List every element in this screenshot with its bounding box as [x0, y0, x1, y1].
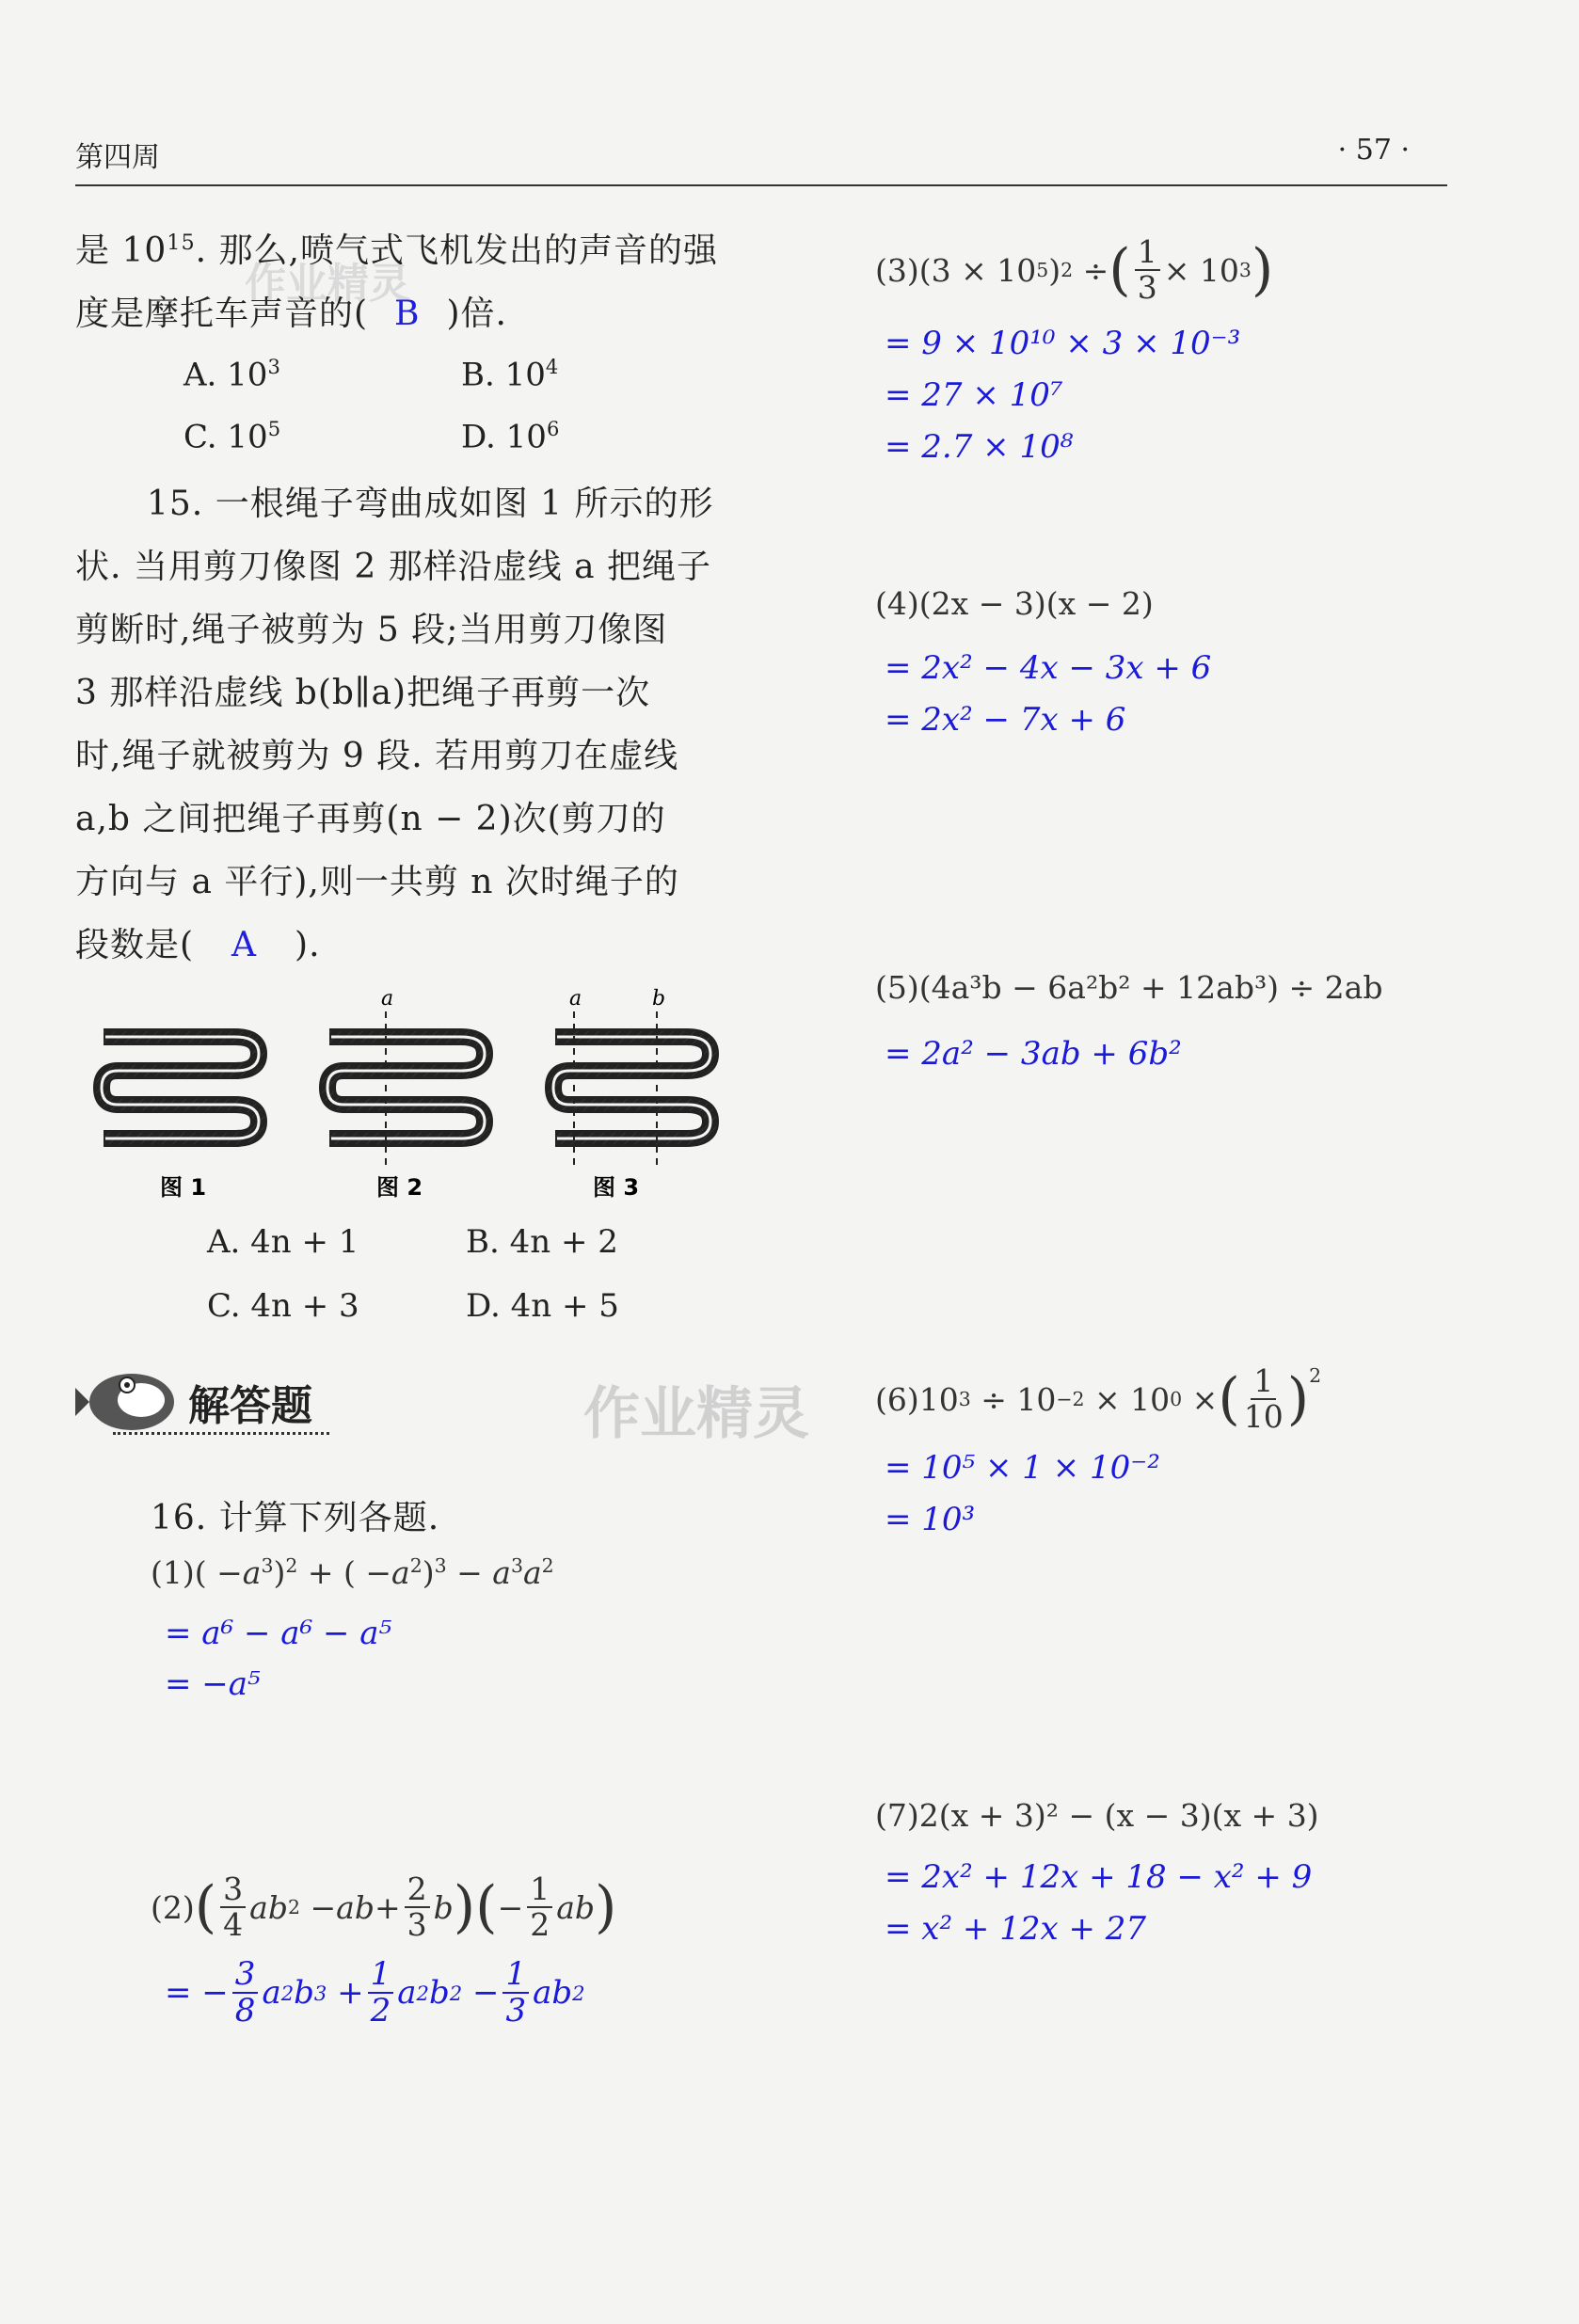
q15-line3: 剪断时,绳子被剪为 5 段;当用剪刀像图 [75, 611, 668, 649]
q15-line7: 方向与 a 平行),则一共剪 n 次时绳子的 [75, 863, 679, 901]
q16-p4-problem: (4)(2x − 3)(x − 2) [875, 585, 1154, 622]
figure-3 [553, 1011, 710, 1165]
q16-p3-work1: = 9 × 10¹⁰ × 3 × 10⁻³ [885, 325, 1241, 362]
q16-p1-work1: = a⁶ − a⁶ − a⁵ [165, 1615, 392, 1652]
q15-line8: 段数是( A ). [75, 926, 321, 964]
q14-line1: 是 $10^{15}$. 那么,喷气式飞机发出的声音的强 [75, 231, 719, 270]
section-underline [113, 1432, 329, 1435]
q16-p3-work2: = 27 × 10⁷ [885, 376, 1063, 414]
fig3-caption: 图 3 [593, 1174, 640, 1201]
q16-p3-problem: (3) (3 × 10 5 ) 2 ÷ ( $\frac{1}{3}$ × 10 3 ) [875, 233, 1274, 307]
figure-1 [102, 1037, 259, 1138]
q16-p6-work1: = 10⁵ × 1 × 10⁻² [885, 1449, 1160, 1487]
q14-option-c: C. $10^5$ [183, 417, 281, 456]
q16-p1-work2: = −a⁵ [165, 1665, 261, 1703]
q16-p2-work: = − $\frac{3}{8}$ a 2 b 3 + $\frac{1}{2}$ a 2 b 2 − $\frac{1}{3}$ ab 2 [165, 1955, 585, 2030]
q16-intro: 16. 计算下列各题. [151, 1499, 440, 1537]
q16-p4-work2: = 2x² − 7x + 6 [885, 701, 1126, 739]
q14-option-a: A. $10^3$ [183, 355, 280, 394]
q14-line2: 度是摩托车声音的( B )倍. [75, 294, 508, 333]
q16-p7-problem: (7)2(x + 3)² − (x − 3)(x + 3) [875, 1797, 1319, 1834]
q16-p5-problem: (5)(4a³b − 6a²b² + 12ab³) ÷ 2ab [875, 969, 1383, 1006]
q15-line5: 时,绳子就被剪为 9 段. 若用剪刀在虚线 [75, 737, 679, 775]
q15-option-d: D. 4n + 5 [466, 1287, 619, 1325]
section-title: 解答题 [188, 1382, 312, 1430]
fig2-caption: 图 2 [376, 1174, 423, 1201]
q15-option-b: B. 4n + 2 [466, 1223, 618, 1261]
q16-p4-work1: = 2x² − 4x − 3x + 6 [885, 649, 1212, 687]
q16-p1-problem: $(1)( -a^3)^2$ + ( $-a^2)^3 - a^3a^2$ [151, 1554, 554, 1591]
q15-line6: a,b 之间把绳子再剪(n − 2)次(剪刀的 [75, 800, 666, 838]
q16-p7-work2: = x² + 12x + 27 [885, 1910, 1147, 1948]
q16-p5-work1: = 2a² − 3ab + 6b² [885, 1035, 1182, 1073]
q15-option-c: C. 4n + 3 [207, 1287, 359, 1325]
header-week: 第四周 [75, 141, 160, 174]
q14-option-d: D. $10^6$ [461, 417, 560, 456]
page-header [75, 130, 1447, 186]
q16-p3-work3: = 2.7 × 10⁸ [885, 428, 1074, 466]
q15-line1: 15. 一根绳子弯曲成如图 1 所示的形 [147, 485, 714, 523]
line-label-a-fig3: a [569, 988, 582, 1011]
fig1-caption: 图 1 [160, 1174, 207, 1201]
q15-line4: 3 那样沿虚线 b(b∥a)把绳子再剪一次 [75, 674, 651, 712]
line-label-a-fig2: a [381, 988, 394, 1011]
rope-figures [89, 988, 729, 1214]
q14-answer: B [394, 294, 421, 333]
watermark-middle: 作业精灵 [583, 1381, 809, 1447]
fish-mascot-icon [75, 1355, 188, 1440]
q15-line2: 状. 当用剪刀像图 2 那样沿虚线 a 把绳子 [75, 548, 712, 586]
figure-2 [327, 1011, 485, 1165]
watermark-top: 作业精灵 [245, 260, 410, 308]
section-header [75, 1355, 358, 1449]
q16-p6-work2: = 10³ [885, 1501, 976, 1538]
q15-option-a: A. 4n + 1 [207, 1223, 359, 1261]
page-number: · 57 · [1337, 134, 1410, 167]
q15-answer: A [231, 926, 258, 964]
line-label-b-fig3: b [652, 988, 666, 1011]
q14-options [75, 345, 734, 472]
q16-p7-work1: = 2x² + 12x + 18 − x² + 9 [885, 1858, 1313, 1896]
left-column [75, 212, 734, 977]
q16-p6-problem: (6) 10 3 ÷ 10 −2 × 10 0 × ( $\frac{1}{10}$ ) $^2$ [875, 1362, 1322, 1436]
q14-option-b: B. $10^4$ [461, 355, 559, 394]
q16-p2-problem: (2) ( $\frac{3}{4}$ ab 2 − ab + $\frac{2}{3}$ b )( − $\frac{1}{2}$ ab ) [151, 1870, 617, 1944]
